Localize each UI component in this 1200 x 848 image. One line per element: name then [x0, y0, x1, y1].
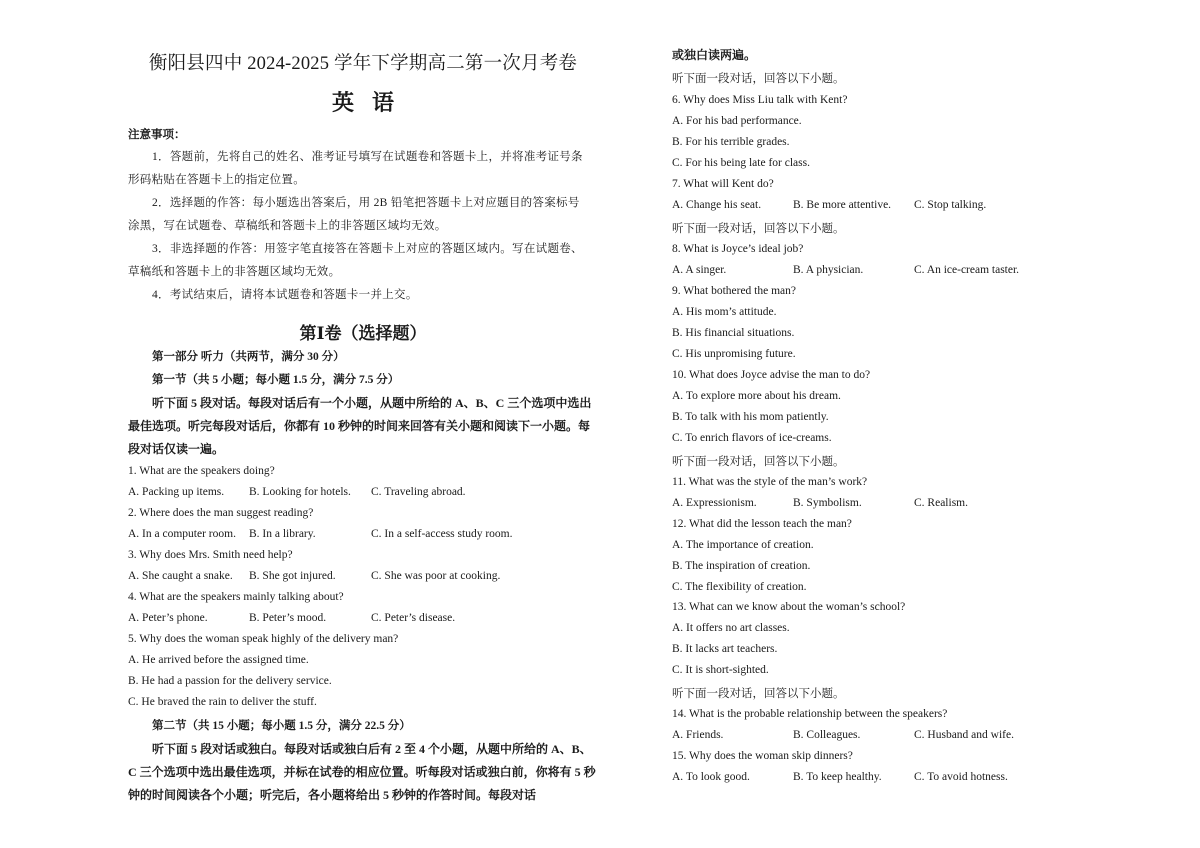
notice-list — [128, 146, 588, 307]
question-stem: 7. What will Kent do? — [672, 178, 774, 190]
notice-heading: 注意事项： — [128, 129, 186, 141]
option-c: C. To enrich flavors of ice-creams. — [672, 432, 832, 444]
question-stem: 6. Why does Miss Liu talk with Kent? — [672, 94, 848, 106]
volume-title: 第Ⅰ卷（选择题） — [299, 324, 427, 343]
option-c: C. His unpromising future. — [672, 348, 796, 360]
option-a: A. The importance of creation. — [672, 539, 814, 551]
option-a: A. For his bad performance. — [672, 115, 802, 127]
question-stem: 12. What did the lesson teach the man? — [672, 518, 852, 530]
option-c: C. Peter’s disease. — [371, 612, 456, 624]
option-a: A. In a computer room. — [128, 528, 236, 540]
option-a: A. Change his seat. — [672, 199, 762, 211]
listen-prompt: 听下面一段对话，回答以下小题。 — [672, 456, 845, 468]
question-stem: 9. What bothered the man? — [672, 285, 797, 297]
option-b: B. She got injured. — [249, 570, 336, 582]
question-stem: 1. What are the speakers doing? — [128, 465, 275, 477]
option-b: B. To talk with his mom patiently. — [672, 411, 829, 423]
option-b: B. It lacks art teachers. — [672, 643, 778, 655]
question-stem: 10. What does Joyce advise the man to do? — [672, 369, 871, 381]
option-b: B. His financial situations. — [672, 327, 795, 339]
option-a: A. She caught a snake. — [128, 570, 233, 582]
option-b: B. The inspiration of creation. — [672, 560, 811, 572]
option-c: C. Realism. — [914, 497, 968, 509]
option-b: B. Be more attentive. — [793, 199, 892, 211]
question-stem: 15. Why does the woman skip dinners? — [672, 750, 853, 762]
option-a: A. His mom’s attitude. — [672, 306, 777, 318]
option-a: A. It offers no art classes. — [672, 622, 790, 634]
section2-instructions-continued: 或独白读两遍。 — [672, 48, 757, 62]
option-a: A. To explore more about his dream. — [672, 390, 841, 402]
option-c: C. It is short-sighted. — [672, 664, 769, 676]
option-c: C. To avoid hotness. — [914, 771, 1008, 783]
option-c: C. Stop talking. — [914, 199, 987, 211]
option-a: A. To look good. — [672, 771, 750, 783]
option-c: C. She was poor at cooking. — [371, 570, 501, 582]
option-b: B. For his terrible grades. — [672, 136, 790, 148]
question-stem: 2. Where does the man suggest reading? — [128, 507, 314, 519]
section2-heading: 第二节（共 15 小题；每小题 1.5 分，满分 22.5 分） — [152, 720, 411, 732]
notice-item: 4．考试结束后，请将本试题卷和答题卡一并上交。 — [152, 289, 418, 301]
notice-item: 1．答题前，先将自己的姓名、准考证号填写在试题卷和答题卡上，并将准考证号条形码粘贴在答题卡上的指定位置。 — [128, 151, 583, 186]
option-a: A. Peter’s phone. — [128, 612, 208, 624]
subject-title: 英语 — [331, 90, 412, 115]
option-c: C. In a self-access study room. — [371, 528, 513, 540]
option-c: C. For his being late for class. — [672, 157, 810, 169]
option-c: C. An ice-cream taster. — [914, 264, 1020, 276]
option-b: B. Peter’s mood. — [249, 612, 327, 624]
listen-prompt: 听下面一段对话，回答以下小题。 — [672, 223, 845, 235]
question-stem: 11. What was the style of the man’s work? — [672, 476, 868, 488]
section1-heading: 第一节（共 5 小题；每小题 1.5 分，满分 7.5 分） — [152, 374, 400, 386]
question-stem: 5. Why does the woman speak highly of the delivery man? — [128, 633, 399, 645]
notice-item: 2．选择题的作答：每小题选出答案后，用 2B 铅笔把答题卡上对应题目的答案标号涂黑，写在试题卷、草稿纸和答题卡上的非答题区域均无效。 — [128, 197, 580, 232]
section2-instructions: 听下面 5 段对话或独白。每段对话或独白后有 2 至 4 个小题，从题中所给的 A、B、C 三个选项中选出最佳选项，并标在试卷的相应位置。听每段对话或独白前，你将有 5 秒钟的时间阅读各个小题；听完后，各小题将给出 5 秒钟的作答时间。每段对话 — [128, 742, 596, 802]
option-b: B. In a library. — [249, 528, 316, 540]
option-a: A. Packing up items. — [128, 486, 225, 498]
option-c: C. He braved the rain to deliver the stuff. — [128, 696, 317, 708]
option-b: B. Symbolism. — [793, 497, 862, 509]
option-b: B. He had a passion for the delivery service. — [128, 675, 332, 687]
option-c: C. Traveling abroad. — [371, 486, 466, 498]
question-stem: 14. What is the probable relationship between the speakers? — [672, 708, 948, 720]
exam-title: 衡阳县四中 2024-2025 学年下学期高二第一次月考卷 — [148, 54, 578, 74]
option-a: A. A singer. — [672, 264, 727, 276]
option-c: C. The flexibility of creation. — [672, 581, 807, 593]
question-stem: 13. What can we know about the woman’s school? — [672, 601, 906, 613]
notice-item: 3．非选择题的作答：用签字笔直接答在答题卡上对应的答题区域内。写在试题卷、草稿纸和答题卡上的非答题区域均无效。 — [128, 243, 583, 278]
question-stem: 8. What is Joyce’s ideal job? — [672, 243, 804, 255]
option-a: A. Expressionism. — [672, 497, 757, 509]
option-b: B. To keep healthy. — [793, 771, 882, 783]
option-a: A. He arrived before the assigned time. — [128, 654, 309, 666]
option-a: A. Friends. — [672, 729, 724, 741]
option-c: C. Husband and wife. — [914, 729, 1014, 741]
section1-instructions: 听下面 5 段对话。每段对话后有一个小题，从题中所给的 A、B、C 三个选项中选出最佳选项。听完每段对话后，你都有 10 秒钟的时间来回答有关小题和阅读下一小题。每段对话仅读一遍。 — [128, 396, 592, 456]
listen-prompt: 听下面一段对话，回答以下小题。 — [672, 73, 845, 85]
option-b: B. Looking for hotels. — [249, 486, 351, 498]
option-b: B. Colleagues. — [793, 729, 861, 741]
part-heading: 第一部分 听力（共两节，满分 30 分） — [152, 351, 345, 363]
question-stem: 4. What are the speakers mainly talking about? — [128, 591, 344, 603]
question-stem: 3. Why does Mrs. Smith need help? — [128, 549, 293, 561]
option-b: B. A physician. — [793, 264, 864, 276]
listen-prompt: 听下面一段对话，回答以下小题。 — [672, 688, 845, 700]
